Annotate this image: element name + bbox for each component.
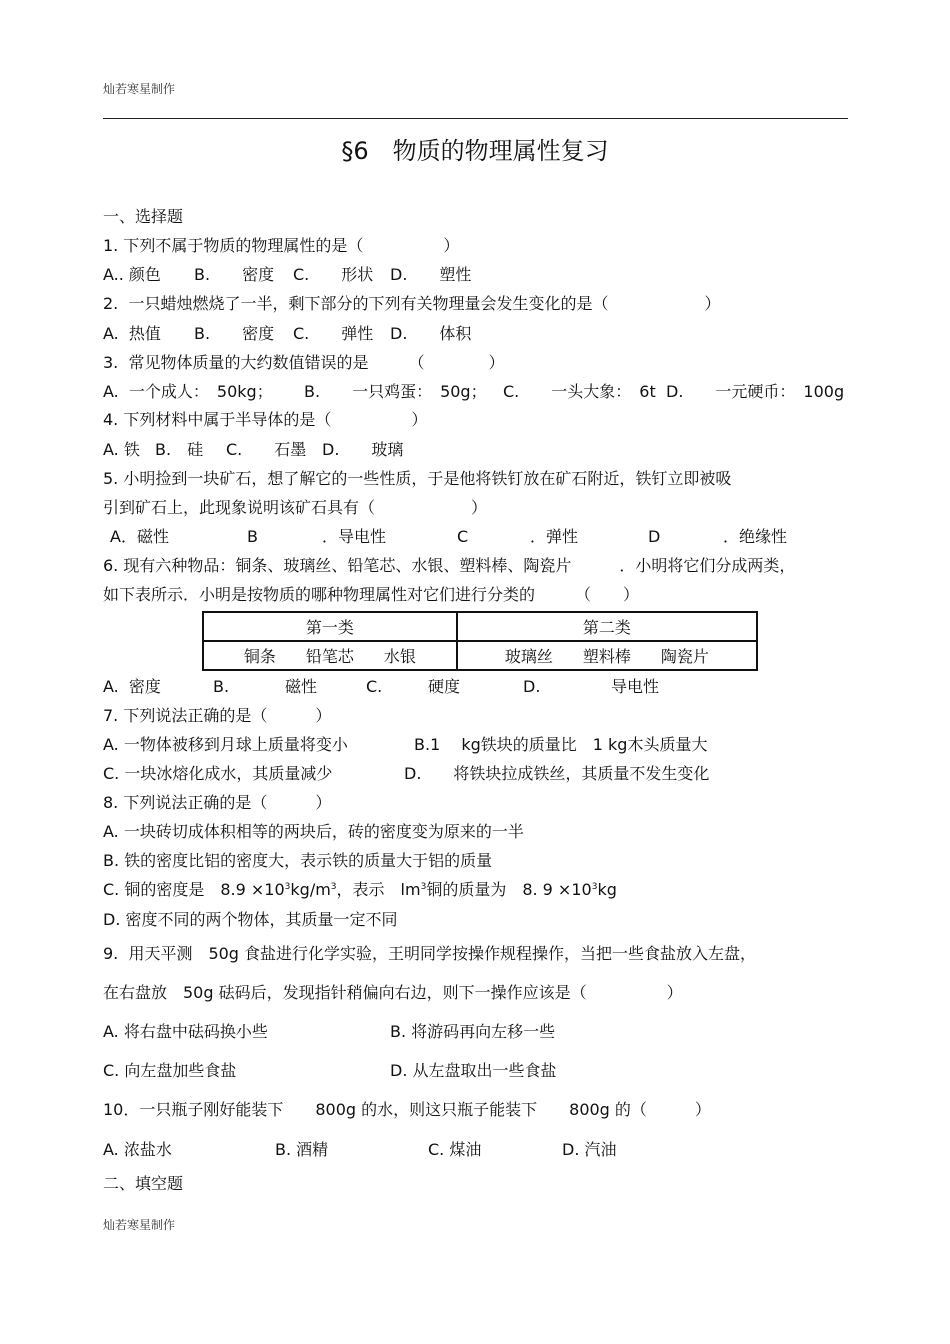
q3-option-b: B. 一只鸡蛋： 50g； — [304, 382, 487, 401]
q8-c-sup1: 3 — [284, 882, 291, 892]
q10-option-c: C. 煤油 — [428, 1140, 482, 1159]
q2-option-c: C. 弹性 — [293, 324, 374, 343]
q8-c-part5: kg — [597, 880, 617, 899]
table-cell-group1 — [203, 641, 457, 670]
q8-c-part3: ，表示 lm — [336, 880, 421, 899]
q9-stem-line1: 9. 用天平测 50g 食盐进行化学实验，王明同学按操作规程操作，当把一些食盐放入左盘， — [103, 944, 757, 963]
q9-option-d: D. 从左盘取出一些食盐 — [390, 1061, 557, 1080]
q8-c-part1: C. 铜的密度是 8.9 ×10 — [103, 880, 285, 899]
q1-stem: 1. 下列不属于物质的物理属性的是（ ） — [103, 236, 460, 255]
page-title: §6 物质的物理属性复习 — [341, 137, 609, 165]
q10-option-d: D. 汽油 — [562, 1140, 617, 1159]
q4-option-b: B. 硅 — [155, 440, 204, 459]
table-cell-group2 — [457, 641, 757, 670]
table-item: 水银 — [383, 647, 416, 666]
q10-option-b: B. 酒精 — [275, 1140, 329, 1159]
q8-c-part2: kg/m — [290, 880, 331, 899]
q6-option-c-text: 硬度 — [428, 677, 461, 696]
q5-option-c-letter: C — [457, 527, 469, 546]
q8-option-b: B. 铁的密度比铝的密度大，表示铁的质量大于铝的质量 — [103, 851, 493, 870]
table-item: 玻璃丝 — [504, 647, 553, 666]
q8-c-part4: 铜的质量为 8. 9 ×10 — [426, 880, 592, 899]
q8-c-sup4: 3 — [591, 882, 598, 892]
q9-option-b: B. 将游码再向左移一些 — [390, 1022, 556, 1041]
q7-stem: 7. 下列说法正确的是（ ） — [103, 706, 332, 725]
q7-option-a: A. 一物体被移到月球上质量将变小 — [103, 735, 348, 754]
q10-option-a: A. 浓盐水 — [103, 1140, 172, 1159]
q2-option-b: B. 密度 — [194, 324, 275, 343]
q1-option-b: B. 密度 — [194, 265, 275, 284]
q4-stem: 4. 下列材料中属于半导体的是（ ） — [103, 410, 428, 429]
q3-option-c: C. 一头大象： 6t — [503, 382, 656, 401]
table-header-group2: 第二类 — [457, 612, 757, 641]
q5-option-c-text: ．弹性 — [530, 527, 579, 546]
q1-option-d: D. 塑性 — [390, 265, 472, 284]
q7-option-c: C. 一块冰熔化成水，其质量减少 — [103, 764, 333, 783]
q1-option-a: A.. 颜色 — [103, 265, 161, 284]
q5-option-d-text: ．绝缘性 — [723, 527, 788, 546]
q6-option-b-letter: B. — [213, 677, 230, 696]
q6-option-a: A. 密度 — [103, 677, 161, 696]
q5-stem-line2: 引到矿石上，此现象说明该矿石具有（ ） — [103, 498, 488, 517]
q3-option-a: A. 一个成人： 50kg； — [103, 382, 273, 401]
q5-option-a: A．磁性 — [110, 527, 169, 546]
q6-stem-line2: 如下表所示．小明是按物质的哪种物理属性对它们进行分类的 （ ） — [103, 585, 640, 604]
q8-option-a: A. 一块砖切成体积相等的两块后，砖的密度变为原来的一半 — [103, 822, 524, 841]
table-item: 塑料棒 — [582, 647, 631, 666]
q4-option-d: D. 玻璃 — [322, 440, 404, 459]
q9-stem-line2: 在右盘放 50g 砝码后，发现指针稍偏向右边，则下一操作应该是（ ） — [103, 983, 683, 1002]
q6-option-b-text: 磁性 — [285, 677, 318, 696]
q3-option-d: D. 一元硬币： 100g — [666, 382, 845, 401]
q9-option-a: A. 将右盘中砝码换小些 — [103, 1022, 268, 1041]
header-rule — [103, 118, 848, 119]
q7-option-d: D. 将铁块拉成铁丝，其质量不发生变化 — [404, 764, 710, 783]
q6-option-d-text: 导电性 — [611, 677, 660, 696]
q4-option-a: A. 铁 — [103, 440, 140, 459]
page-header: 灿若寒星制作 — [103, 82, 176, 96]
q10-stem: 10．一只瓶子刚好能装下 800g 的水，则这只瓶子能装下 800g 的（ ） — [103, 1100, 711, 1119]
page-footer: 灿若寒星制作 — [103, 1218, 176, 1232]
classification-table — [202, 611, 758, 671]
q3-stem: 3. 常见物体质量的大约数值错误的是 （ ） — [103, 353, 505, 372]
q7-option-b: B.1 kg铁块的质量比 1 kg木头质量大 — [414, 735, 708, 754]
q5-option-d-letter: D — [648, 527, 661, 546]
q2-option-a: A. 热值 — [103, 324, 161, 343]
section-heading-choice: 一、选择题 — [103, 207, 184, 226]
q2-option-d: D. 体积 — [390, 324, 472, 343]
q5-option-b-text: ．导电性 — [322, 527, 387, 546]
q6-option-d-letter: D. — [523, 677, 541, 696]
table-item: 陶瓷片 — [660, 647, 709, 666]
q4-option-c: C. 石墨 — [226, 440, 307, 459]
q5-option-b-letter: B — [247, 527, 258, 546]
q5-stem-line1: 5. 小明捡到一块矿石，想了解它的一些性质，于是他将铁钉放在矿石附近，铁钉立即被吸 — [103, 469, 732, 488]
q6-option-c-letter: C. — [366, 677, 383, 696]
q8-c-sup2: 3 — [330, 882, 337, 892]
q8-option-d: D. 密度不同的两个物体，其质量一定不同 — [103, 910, 398, 929]
q1-option-c: C. 形状 — [293, 265, 374, 284]
q9-option-c: C. 向左盘加些食盐 — [103, 1061, 237, 1080]
table-item: 铜条 — [243, 647, 276, 666]
table-item: 铅笔芯 — [305, 647, 354, 666]
section-heading-fill: 二、填空题 — [103, 1174, 184, 1193]
q2-stem: 2. 一只蜡烛燃烧了一半，剩下部分的下列有关物理量会发生变化的是（ ） — [103, 294, 721, 313]
q8-c-sup3: 3 — [420, 882, 427, 892]
q8-stem: 8. 下列说法正确的是（ ） — [103, 793, 332, 812]
q6-stem-line1: 6. 现有六种物品：铜条、玻璃丝、铅笔芯、水银、塑料棒、陶瓷片 ．小明将它们分成两类， — [103, 556, 796, 575]
table-header-group1: 第一类 — [203, 612, 457, 641]
q8-option-c — [103, 880, 617, 900]
